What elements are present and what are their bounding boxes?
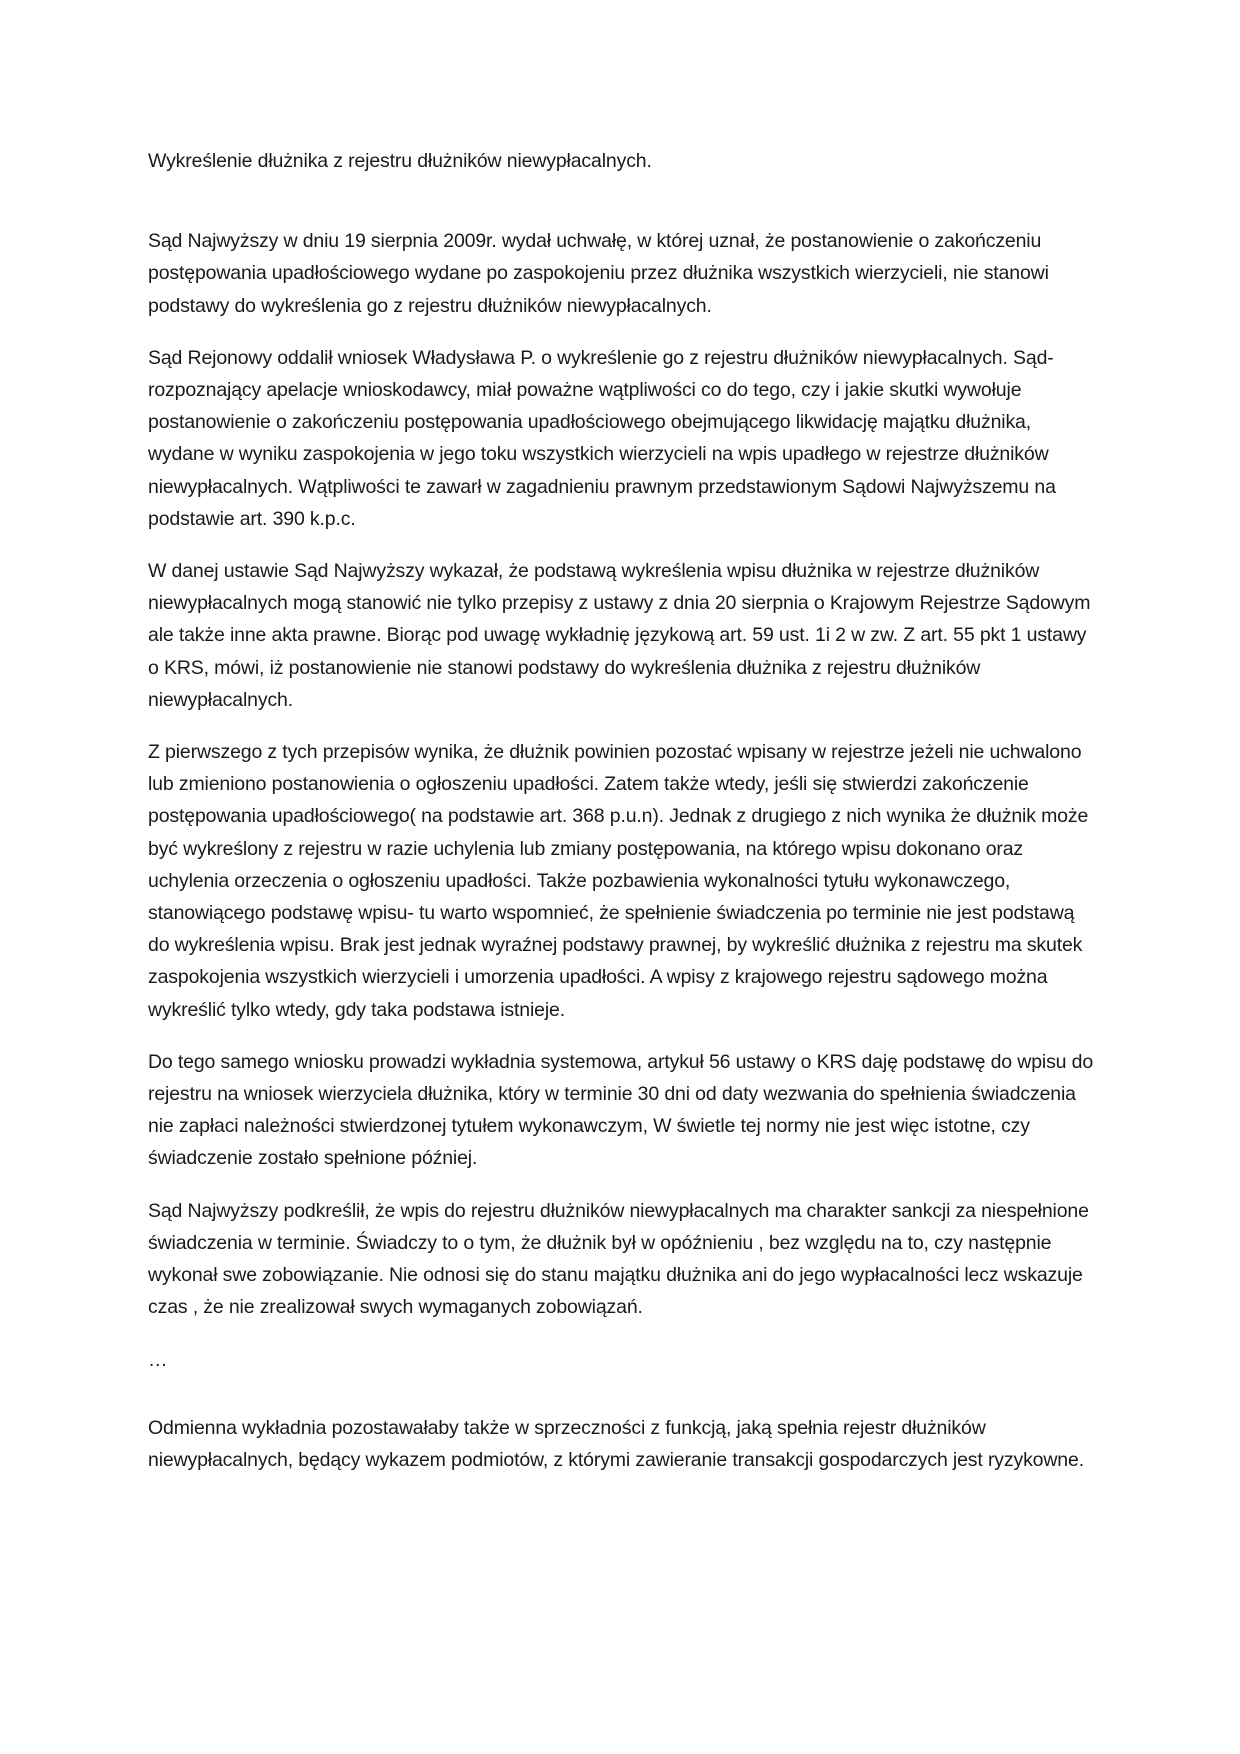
paragraph-5: Do tego samego wniosku prowadzi wykładnia systemowa, artykuł 56 ustawy o KRS daję podstawę do wpisu do rejestru na wniosek wierzyciela dłużnika, który w terminie 30 dni od daty wezwania do spełnienia świadczenia nie zapłaci należności stwierdzonej tytułem wykonawczym, W świetle tej normy nie jest więc istotne, czy świadczenie zostało spełnione później. — [148, 1050, 1094, 1170]
paragraph-4: Z pierwszego z tych przepisów wynika, że dłużnik powinien pozostać wpisany w rejestrze jeżeli nie uchwalono lub zmieniono postanowienia o ogłoszeniu upadłości. Zatem także wtedy, jeśli się stwierdzi zakończenie postępowania upadłościowego( na podstawie art. 368 p.u.n). Jednak z drugiego z nich wynika że dłużnik może być wykreślony z rejestru w razie uchylenia lub zmiany postępowania, na którego wpisu dokonano oraz uchylenia orzeczenia o ogłoszeniu upadłości. Także pozbawienia wykonalności tytułu wykonawczego, stanowiącego podstawę wpisu- tu warto wspomnieć, że spełnienie świadczenia po terminie nie jest podstawą do wykreślenia wpisu. Brak jest jednak wyraźnej podstawy prawnej, by wykreślić dłużnika z rejestru ma skutek zaspokojenia wszystkich wierzycieli i umorzenia upadłości. A wpisy z krajowego rejestru sądowego można wykreślić tylko wtedy, gdy taka podstawa istnieje. — [148, 741, 1089, 1021]
paragraph-3: W danej ustawie Sąd Najwyższy wykazał, że podstawą wykreślenia wpisu dłużnika w rejestrze dłużników niewypłacalnych mogą stanowić nie tylko przepisy z ustawy z dnia 20 sierpnia o Krajowym Rejestrze Sądowym ale także inne akta prawne. Biorąc pod uwagę wykładnię językową art. 59 ust. 1i 2 w zw. Z art. 55 pkt 1 ustawy o KRS, mówi, iż postanowienie nie stanowi podstawy do wykreślenia dłużnika z rejestru dłużników niewypłacalnych. — [148, 560, 1091, 711]
document-body — [148, 145, 1098, 1496]
ellipsis-marker: … — [148, 1348, 168, 1371]
paragraph-6: Sąd Najwyższy podkreślił, że wpis do rejestru dłużników niewypłacalnych ma charakter sankcji za niespełnione świadczenia w terminie. Świadczy to o tym, że dłużnik był w opóźnieniu , bez względu na to, czy następnie wykonał swe zobowiązanie. Nie odnosi się do stanu majątku dłużnika ani do jego wypłacalności lecz wskazuje czas , że nie zrealizował swych wymaganych zobowiązań. — [148, 1199, 1089, 1319]
document-title: Wykreślenie dłużnika z rejestru dłużników niewypłacalnych. — [148, 150, 652, 172]
paragraph-1: Sąd Najwyższy w dniu 19 sierpnia 2009r. wydał uchwałę, w której uznał, że postanowienie o zakończeniu postępowania upadłościowego wydane po zaspokojeniu przez dłużnika wszystkich wierzycieli, nie stanowi podstawy do wykreślenia go z rejestru dłużników niewypłacalnych. — [148, 230, 1049, 317]
paragraph-2: Sąd Rejonowy oddalił wniosek Władysława P. o wykreślenie go z rejestru dłużników niewypłacalnych. Sąd- rozpoznający apelacje wnioskodawcy, miał poważne wątpliwości co do tego, czy i jakie skutki wywołuje postanowienie o zakończeniu postępowania upadłościowego obejmującego likwidację majątku dłużnika, wydane w wyniku zaspokojenia w jego toku wszystkich wierzycieli na wpis upadłego w rejestrze dłużników niewypłacalnych. Wątpliwości te zawarł w zagadnieniu prawnym przedstawionym Sądowi Najwyższemu na podstawie art. 390 k.p.c. — [148, 346, 1056, 530]
paragraph-final: Odmienna wykładnia pozostawałaby także w sprzeczności z funkcją, jaką spełnia rejestr dłużników niewypłacalnych, będący wykazem podmiotów, z którymi zawieranie transakcji gospodarczych jest ryzykowne. — [148, 1416, 1084, 1471]
